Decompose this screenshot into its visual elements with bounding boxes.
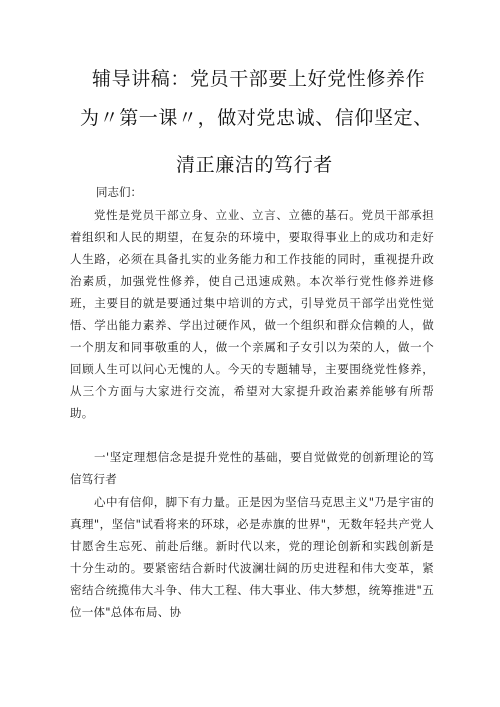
title-line-2: 为〃第一课〃，做对党忠诚、信仰坚定、 <box>80 107 433 129</box>
title-line-3: 清正廉洁的笃行者 <box>176 154 333 176</box>
salutation: 同志们： <box>96 185 142 199</box>
section-heading: 一'坚定理想信念是提升党性的基础，要自觉做党的创新理论的笃信笃行者 <box>70 450 434 486</box>
body-paragraph: 党性是党员干部立身、立业、立言、立德的基石。党员干部承担着组织和人民的期望，在复杂的环境中，要取得事业上的成功和走好人生路，必须在具备扎实的业务能力和工作技能的同时，重视提升政治素质，加强党性修养，使自己迅速成熟。本次举行党性修养进修班，主要目的就是要通过集中培训的方式，引导党员干部学出党性觉悟、学出能力素养、学出过硬作风，做一个组织和群众信赖的人，做一个朋友和同事敬重的人，做一个亲属和子女引以为荣的人，做一个回顾人生可以问心无愧的人。今天的专题辅导，主要围绕党性修养，从三个方面与大家进行交流，希望对大家提升政治素养能够有所帮助。 <box>70 208 434 420</box>
title-line-1: 辅导讲稿：党员干部要上好党性修养作 <box>92 68 426 90</box>
body-paragraph: 心中有信仰，脚下有力量。正是因为坚信马克思主义"乃是宇宙的真理"，坚信"试看将来的环球，必是赤旗的世界"，无数年轻共产党人甘愿舍生忘死、前赴后继。新时代以来，党的理论创新和实践创新是十分生动的。要紧密结合新时代波澜壮阔的历史进程和伟大变革，紧密结合统揽伟大斗争、伟大工程、伟大事业、伟大梦想，统筹推进"五位一体"总体布局、协 <box>70 495 434 619</box>
